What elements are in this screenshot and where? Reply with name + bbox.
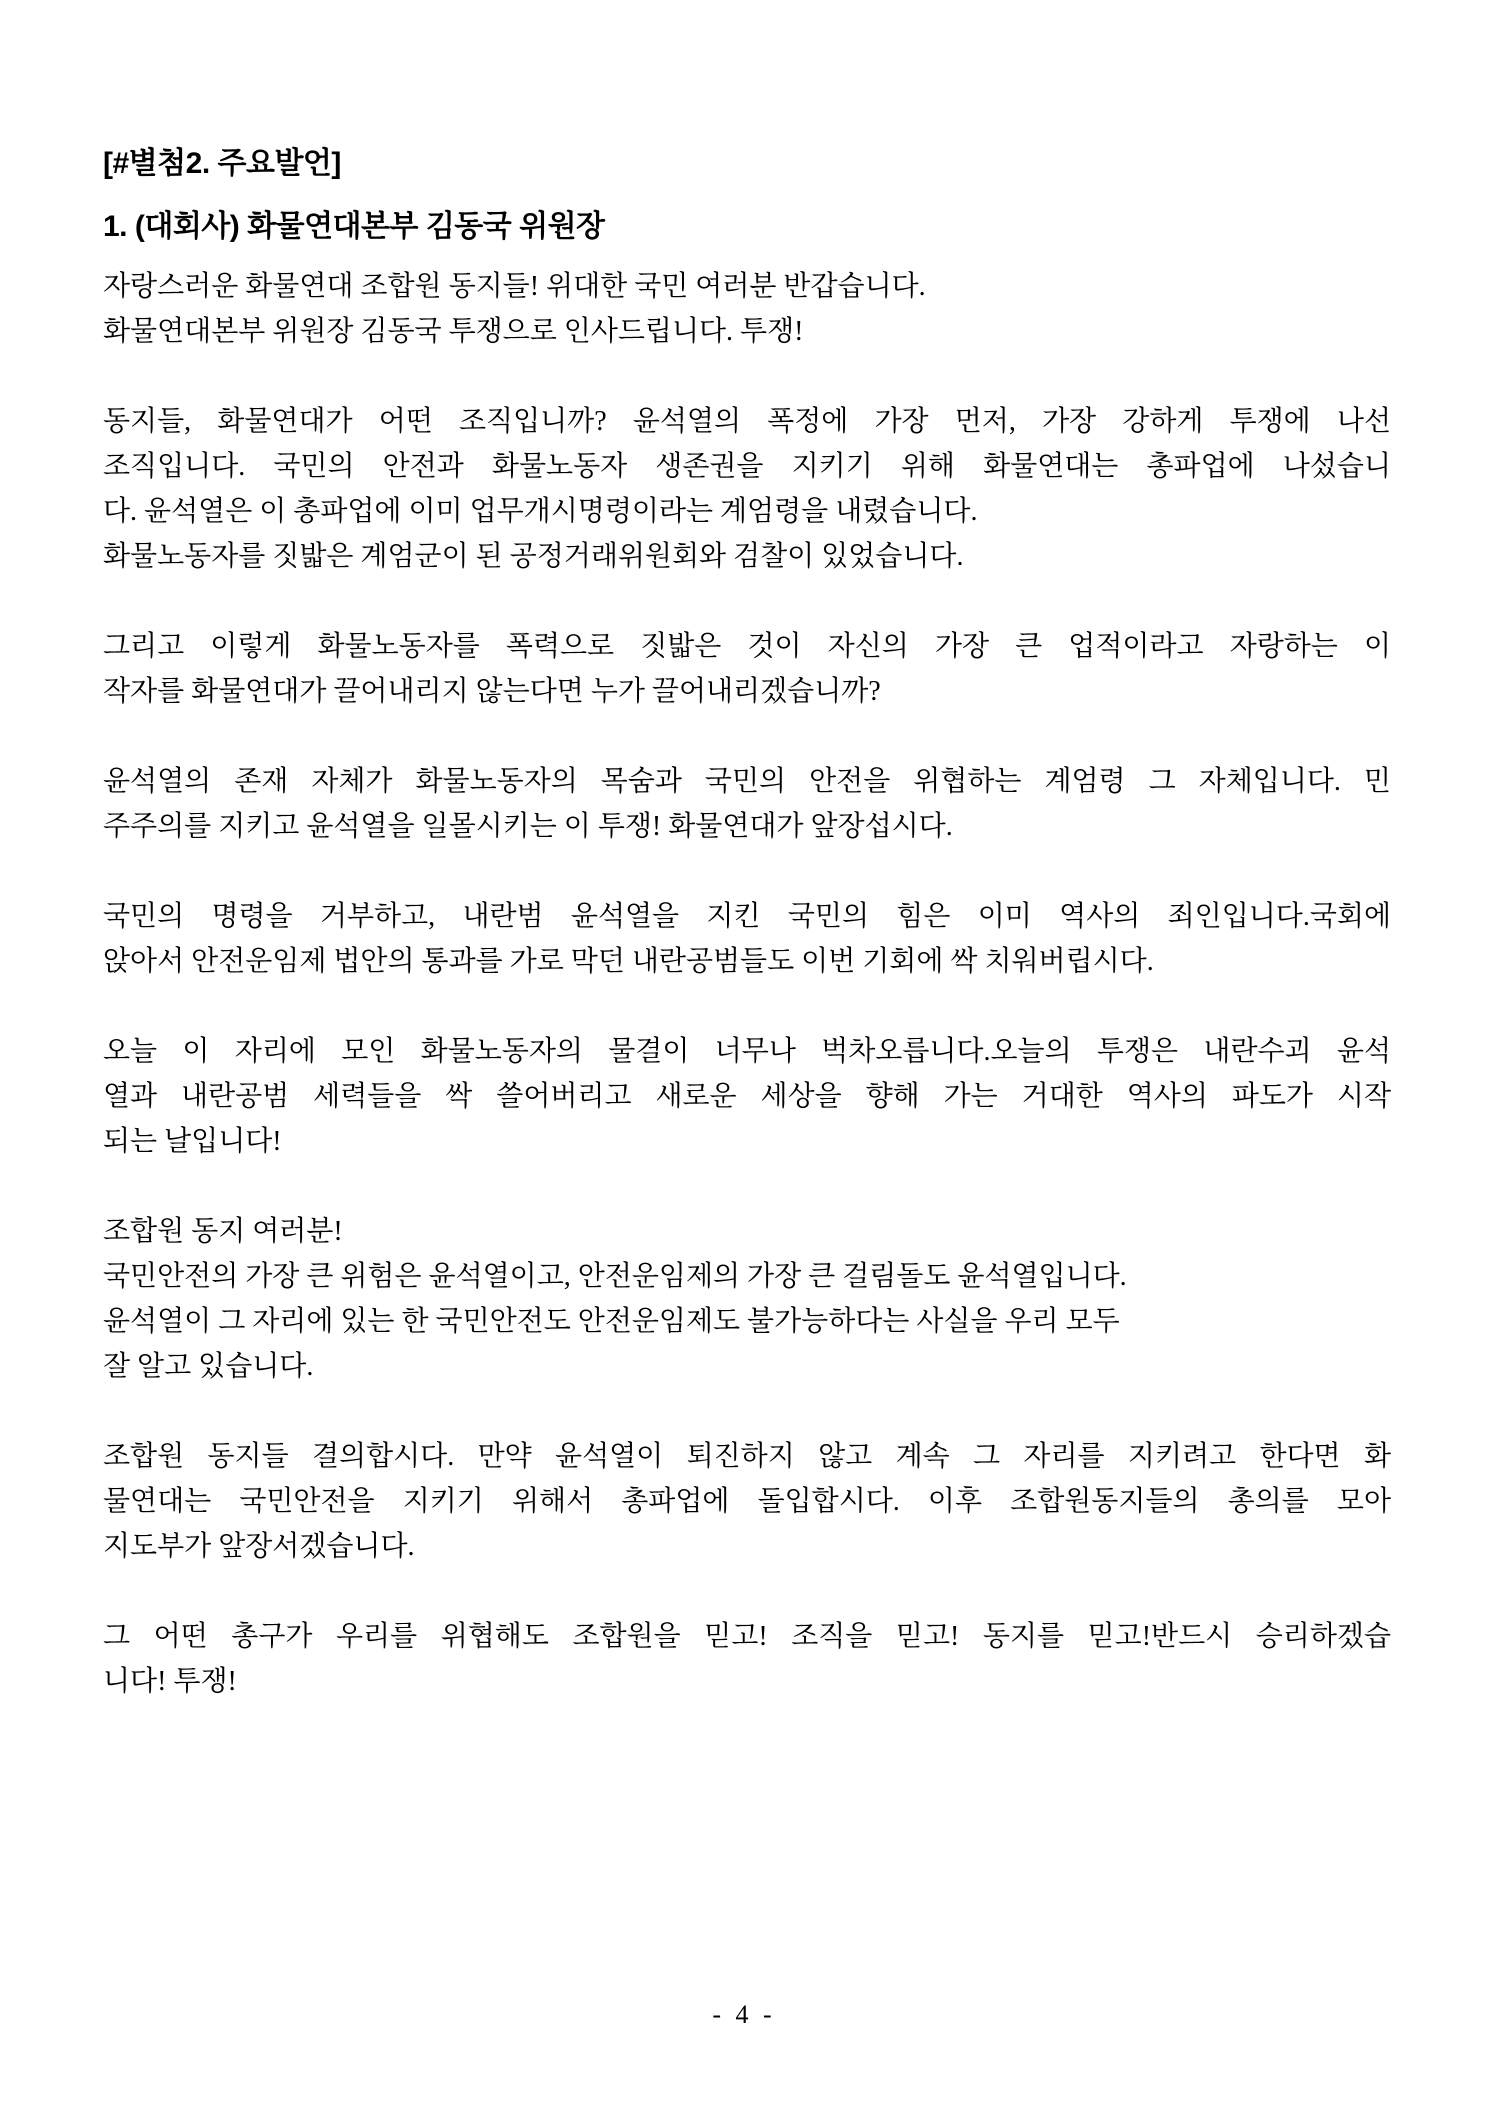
text-line: 그리고 이렇게 화물노동자를 폭력으로 짓밟은 것이 자신의 가장 큰 업적이라고 자랑하는 이 [103,631,1391,662]
paragraph [103,1434,1391,1569]
text-line: 다. 윤석열은 이 총파업에 이미 업무개시명령이라는 계엄령을 내렸습니다. [103,496,978,527]
text-line: 윤석열이 그 자리에 있는 한 국민안전도 안전운임제도 불가능하다는 사실을 우리 모두 [103,1306,1120,1337]
text-line: 화물노동자를 짓밟은 계엄군이 된 공정거래위원회와 검찰이 있었습니다. [103,541,964,572]
text-line: 동지들, 화물연대가 어떤 조직입니까? 윤석열의 폭정에 가장 먼저, 가장 강하게 투쟁에 나선 [103,406,1391,437]
attachment-heading: [#별첨2. 주요발언] [103,147,341,180]
paragraph [103,1209,1391,1389]
text-line: 작자를 화물연대가 끌어내리지 않는다면 누가 끌어내리겠습니까? [103,676,881,707]
text-line: 조직입니다. 국민의 안전과 화물노동자 생존권을 지키기 위해 화물연대는 총파업에 나섰습니 [103,451,1391,482]
text-line: 니다! 투쟁! [103,1666,237,1697]
text-line: 그 어떤 총구가 우리를 위협해도 조합원을 믿고! 조직을 믿고! 동지를 믿고!반드시 승리하겠습 [103,1621,1391,1652]
text-line: 국민의 명령을 거부하고, 내란범 윤석열을 지킨 국민의 힘은 이미 역사의 죄인입니다.국회에 [103,901,1391,932]
paragraph [103,624,1391,714]
paragraph [103,894,1391,984]
text-line: 조합원 동지들 결의합시다. 만약 윤석열이 퇴진하지 않고 계속 그 자리를 지키려고 한다면 화 [103,1441,1391,1472]
text-line: 잘 알고 있습니다. [103,1351,314,1382]
text-line: 주주의를 지키고 윤석열을 일몰시키는 이 투쟁! 화물연대가 앞장섭시다. [103,811,953,842]
text-line: 되는 날입니다! [103,1126,282,1157]
section-heading: 1. (대회사) 화물연대본부 김동국 위원장 [103,210,605,243]
text-line: 윤석열의 존재 자체가 화물노동자의 목숨과 국민의 안전을 위협하는 계엄령 그 자체입니다. 민 [103,766,1391,797]
text-line: 조합원 동지 여러분! [103,1216,343,1247]
page-number: - 4 - [712,2000,776,2029]
paragraph [103,399,1391,579]
paragraph [103,1614,1391,1704]
paragraph [103,264,1391,354]
text-line: 자랑스러운 화물연대 조합원 동지들! 위대한 국민 여러분 반갑습니다. [103,271,926,302]
paragraph [103,759,1391,849]
text-line: 지도부가 앞장서겠습니다. [103,1531,415,1562]
text-line: 앉아서 안전운임제 법안의 통과를 가로 막던 내란공범들도 이번 기회에 싹 치워버립시다. [103,946,1154,977]
paragraph [103,1029,1391,1164]
text-line: 오늘 이 자리에 모인 화물노동자의 물결이 너무나 벅차오릅니다.오늘의 투쟁은 내란수괴 윤석 [103,1036,1392,1067]
text-line: 국민안전의 가장 큰 위험은 윤석열이고, 안전운임제의 가장 큰 걸림돌도 윤석열입니다. [103,1261,1127,1292]
text-line: 화물연대본부 위원장 김동국 투쟁으로 인사드립니다. 투쟁! [103,316,804,347]
document-content [103,146,1391,1749]
text-line: 물연대는 국민안전을 지키기 위해서 총파업에 돌입합시다. 이후 조합원동지들의 총의를 모아 [103,1486,1391,1517]
document-body [103,264,1391,1704]
text-line: 열과 내란공범 세력들을 싹 쓸어버리고 새로운 세상을 향해 가는 거대한 역사의 파도가 시작 [103,1081,1391,1112]
